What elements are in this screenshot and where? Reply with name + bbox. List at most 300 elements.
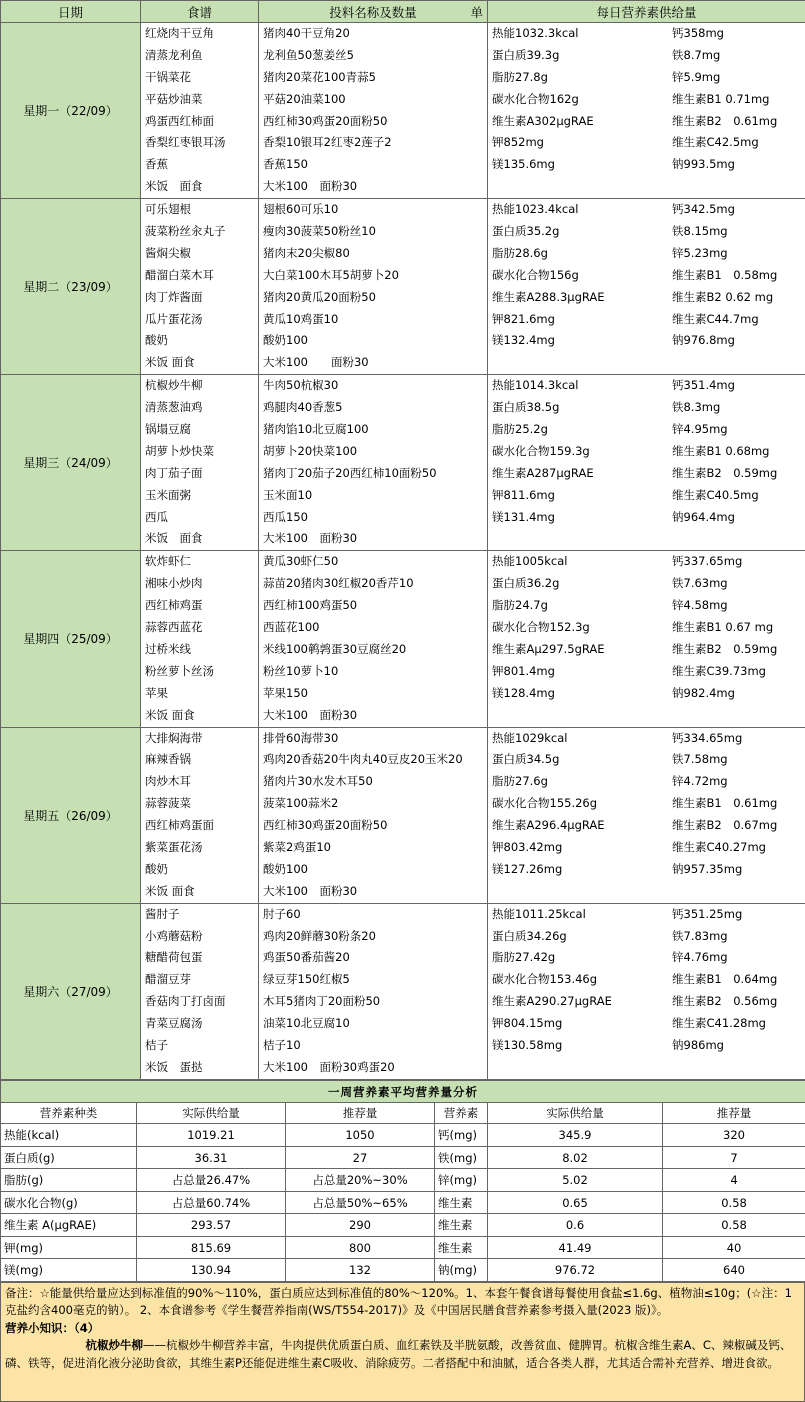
nutrient-item: 维生素B2 0.67mg bbox=[668, 815, 805, 837]
dish-item: 肉丁炸酱面 bbox=[141, 287, 258, 309]
nutrient-row bbox=[488, 67, 805, 89]
nutrient-row bbox=[488, 1035, 805, 1057]
summary-row bbox=[1, 1191, 805, 1214]
nutrient-item: 维生素Aμ297.5gRAE bbox=[488, 639, 668, 661]
nutrient-item: 蛋白质34.5g bbox=[488, 749, 668, 771]
summary-row bbox=[1, 1236, 805, 1259]
dish-item: 米饭 面食 bbox=[141, 705, 258, 727]
nutrient-row bbox=[488, 661, 805, 683]
nutrient-list bbox=[488, 727, 805, 903]
dish-item: 可乐翅根 bbox=[141, 199, 258, 221]
nutrient-list bbox=[488, 23, 805, 199]
nutrient-item: 铁7.58mg bbox=[668, 749, 805, 771]
nutrient-item: 碳水化合物152.3g bbox=[488, 617, 668, 639]
notes-panel bbox=[0, 1282, 805, 1402]
summary-cell: 锌(mg) bbox=[435, 1169, 488, 1192]
nutrient-item: 钙351.25mg bbox=[668, 904, 805, 926]
summary-title-row bbox=[1, 1080, 805, 1103]
nutrient-row bbox=[488, 859, 805, 881]
dish-item: 香菇肉丁打卤面 bbox=[141, 991, 258, 1013]
dish-item: 桔子 bbox=[141, 1035, 258, 1057]
summary-cell: 7 bbox=[663, 1146, 805, 1169]
dish-list bbox=[141, 375, 259, 551]
nutrient-item: 锌4.72mg bbox=[668, 771, 805, 793]
nutrient-item: 热能1014.3kcal bbox=[488, 375, 668, 397]
nutrient-row bbox=[488, 23, 805, 45]
summary-row bbox=[1, 1259, 805, 1282]
summary-body bbox=[1, 1124, 805, 1282]
ingredient-item: 西红柿100鸡蛋50 bbox=[259, 595, 487, 617]
nutrient-item: 蛋白质38.5g bbox=[488, 397, 668, 419]
nutrient-row bbox=[488, 199, 805, 221]
dish-item: 肉丁茄子面 bbox=[141, 463, 258, 485]
summary-cell: 0.58 bbox=[663, 1191, 805, 1214]
dish-list bbox=[141, 23, 259, 199]
nutrient-item: 锌4.95mg bbox=[668, 419, 805, 441]
summary-cell: 132 bbox=[286, 1259, 435, 1282]
nutrient-item: 钾803.42mg bbox=[488, 837, 668, 859]
day-row bbox=[1, 551, 805, 727]
ingredient-item: 胡萝卜20快菜100 bbox=[259, 441, 487, 463]
dish-item: 清蒸葱油鸡 bbox=[141, 397, 258, 419]
ingredient-item: 翅根60可乐10 bbox=[259, 199, 487, 221]
nutrient-item: 维生素B2 0.62 mg bbox=[668, 287, 805, 309]
nutrient-item: 钾852mg bbox=[488, 132, 668, 154]
header-unit: 单 bbox=[470, 3, 483, 21]
nutrient-row bbox=[488, 243, 805, 265]
ingredient-item: 紫菜2鸡蛋10 bbox=[259, 837, 487, 859]
nutrient-item: 镁128.4mg bbox=[488, 683, 668, 705]
nutrient-row bbox=[488, 595, 805, 617]
menu-header-row bbox=[1, 1, 805, 23]
dish-item: 米饭 面食 bbox=[141, 352, 258, 374]
ingredient-item: 大米100 面粉30 bbox=[259, 352, 487, 374]
summary-row bbox=[1, 1169, 805, 1192]
nutrient-item: 钠982.4mg bbox=[668, 683, 805, 705]
nutrient-item: 维生素B2 0.59mg bbox=[668, 463, 805, 485]
nutrient-item: 蛋白质35.2g bbox=[488, 221, 668, 243]
nutrient-item: 钠993.5mg bbox=[668, 154, 805, 176]
nutrient-item: 钙337.65mg bbox=[668, 551, 805, 573]
nutrient-item: 维生素B1 0.61mg bbox=[668, 793, 805, 815]
summary-title: 一周营养素平均营养量分析 bbox=[1, 1080, 805, 1103]
nutrient-item: 维生素B1 0.68mg bbox=[668, 441, 805, 463]
nutrient-row bbox=[488, 330, 805, 352]
nutrient-row bbox=[488, 441, 805, 463]
nutrient-item: 锌5.23mg bbox=[668, 243, 805, 265]
nutrient-item: 钙342.5mg bbox=[668, 199, 805, 221]
ingredient-item: 木耳5猪肉丁20面粉50 bbox=[259, 991, 487, 1013]
ingredient-item: 西红柿30鸡蛋20面粉50 bbox=[259, 815, 487, 837]
nutrient-row bbox=[488, 837, 805, 859]
summary-cell: 320 bbox=[663, 1124, 805, 1147]
summary-cell: 占总量60.74% bbox=[137, 1191, 286, 1214]
ingredient-item: 猪肉馅10北豆腐100 bbox=[259, 419, 487, 441]
nutrient-row bbox=[488, 375, 805, 397]
summary-cell: 976.72 bbox=[488, 1259, 663, 1282]
nutrient-item: 钙334.65mg bbox=[668, 728, 805, 750]
nutrient-row bbox=[488, 287, 805, 309]
nutrient-item: 镁127.26mg bbox=[488, 859, 668, 881]
ingredient-item: 黄瓜10鸡蛋10 bbox=[259, 309, 487, 331]
dish-item: 苹果 bbox=[141, 683, 258, 705]
nutrient-item: 钠957.35mg bbox=[668, 859, 805, 881]
ingredient-item: 香蕉150 bbox=[259, 154, 487, 176]
nutrient-item: 铁8.3mg bbox=[668, 397, 805, 419]
nutrient-item: 维生素B1 0.64mg bbox=[668, 969, 805, 991]
day-row bbox=[1, 903, 805, 1079]
nutrient-item: 碳水化合物153.46g bbox=[488, 969, 668, 991]
nutrient-row bbox=[488, 111, 805, 133]
dish-item: 锅塌豆腐 bbox=[141, 419, 258, 441]
ingredient-item: 粉丝10萝卜10 bbox=[259, 661, 487, 683]
nutrient-item: 铁7.83mg bbox=[668, 926, 805, 948]
summary-header: 营养素 bbox=[435, 1103, 488, 1124]
summary-cell: 800 bbox=[286, 1236, 435, 1259]
nutrient-row bbox=[488, 728, 805, 750]
summary-cell: 镁(mg) bbox=[1, 1259, 137, 1282]
summary-row bbox=[1, 1214, 805, 1237]
nutrient-item: 热能1005kcal bbox=[488, 551, 668, 573]
summary-table bbox=[0, 1080, 805, 1282]
nutrient-item: 钾811.6mg bbox=[488, 485, 668, 507]
summary-row bbox=[1, 1124, 805, 1147]
nutrient-item: 维生素C42.5mg bbox=[668, 132, 805, 154]
nutrient-item: 镁130.58mg bbox=[488, 1035, 668, 1057]
dish-item: 小鸡蘑菇粉 bbox=[141, 926, 258, 948]
nutrient-row bbox=[488, 991, 805, 1013]
ingredient-item: 大米100 面粉30 bbox=[259, 176, 487, 198]
dish-item: 西红柿鸡蛋面 bbox=[141, 815, 258, 837]
dish-item: 玉米面粥 bbox=[141, 485, 258, 507]
dish-item: 紫菜蛋花汤 bbox=[141, 837, 258, 859]
summary-cell: 脂肪(g) bbox=[1, 1169, 137, 1192]
dish-item: 米饭 蛋挞 bbox=[141, 1057, 258, 1079]
nutrient-item: 钾804.15mg bbox=[488, 1013, 668, 1035]
dish-item: 醋溜豆芽 bbox=[141, 969, 258, 991]
ingredient-item: 玉米面10 bbox=[259, 485, 487, 507]
nutrient-list bbox=[488, 199, 805, 375]
nutrient-item: 维生素A296.4μgRAE bbox=[488, 815, 668, 837]
summary-cell: 维生素 bbox=[435, 1236, 488, 1259]
summary-cell: 0.58 bbox=[663, 1214, 805, 1237]
ingredient-item: 猪肉丁20茄子20西红柿10面粉50 bbox=[259, 463, 487, 485]
day-row bbox=[1, 727, 805, 903]
nutrient-item: 维生素B1 0.58mg bbox=[668, 265, 805, 287]
nutrient-item: 脂肪27.42g bbox=[488, 947, 668, 969]
nutrient-row bbox=[488, 221, 805, 243]
summary-cell: 815.69 bbox=[137, 1236, 286, 1259]
nutrient-row bbox=[488, 551, 805, 573]
summary-cell: 130.94 bbox=[137, 1259, 286, 1282]
ingredient-item: 龙利鱼50葱姜丝5 bbox=[259, 45, 487, 67]
ingredient-item: 猪肉20黄瓜20面粉50 bbox=[259, 287, 487, 309]
nutrient-item: 锌4.76mg bbox=[668, 947, 805, 969]
nutrient-item: 镁135.6mg bbox=[488, 154, 668, 176]
dish-item: 干锅菜花 bbox=[141, 67, 258, 89]
day-label: 星期六（27/09） bbox=[1, 903, 141, 1079]
nutrient-item: 维生素A288.3μgRAE bbox=[488, 287, 668, 309]
tip-title: 营养小知识：（4） bbox=[5, 1321, 99, 1335]
ingredient-list bbox=[259, 199, 488, 375]
dish-list bbox=[141, 199, 259, 375]
dish-list bbox=[141, 727, 259, 903]
nutrient-item: 维生素B2 0.59mg bbox=[668, 639, 805, 661]
ingredient-list bbox=[259, 23, 488, 199]
nutrient-row bbox=[488, 683, 805, 705]
ingredient-item: 平菇20油菜100 bbox=[259, 89, 487, 111]
ingredient-item: 西瓜150 bbox=[259, 507, 487, 529]
ingredient-item: 油菜10北豆腐10 bbox=[259, 1013, 487, 1035]
summary-cell: 5.02 bbox=[488, 1169, 663, 1192]
ingredient-item: 大米100 面粉30鸡蛋20 bbox=[259, 1057, 487, 1079]
nutrient-item: 热能1023.4kcal bbox=[488, 199, 668, 221]
dish-item: 平菇炒油菜 bbox=[141, 89, 258, 111]
ingredient-item: 西蓝花100 bbox=[259, 617, 487, 639]
nutrient-list bbox=[488, 903, 805, 1079]
dish-item: 酸奶 bbox=[141, 330, 258, 352]
summary-cell: 钾(mg) bbox=[1, 1236, 137, 1259]
nutrient-item: 热能1032.3kcal bbox=[488, 23, 668, 45]
dish-item: 鸡蛋西红柿面 bbox=[141, 111, 258, 133]
dish-list bbox=[141, 551, 259, 727]
nutrient-item: 碳水化合物156g bbox=[488, 265, 668, 287]
ingredient-item: 大米100 面粉30 bbox=[259, 528, 487, 550]
nutrient-row bbox=[488, 749, 805, 771]
summary-cell: 维生素 bbox=[435, 1214, 488, 1237]
header-recipe: 食谱 bbox=[141, 1, 259, 23]
day-row bbox=[1, 23, 805, 199]
dish-item: 酸奶 bbox=[141, 859, 258, 881]
day-row bbox=[1, 375, 805, 551]
ingredient-item: 猪肉40干豆角20 bbox=[259, 23, 487, 45]
dish-item: 香蕉 bbox=[141, 154, 258, 176]
ingredient-item: 菠菜100蒜米2 bbox=[259, 793, 487, 815]
tip-body: ——杭椒炒牛柳营养丰富，牛肉提供优质蛋白质、血红素铁及半胱氨酸，改善贫血、健脾胃。杭椒含维生素A、C、辣椒碱及钙、磷、铁等，促进消化液分泌助食欲，其维生素P还能促进维生素C吸收、消除疲劳。二者搭配中和油腻，适合各类人群，尤其适合需补充营养、增进食欲。 bbox=[5, 1338, 791, 1370]
ingredient-item: 排骨60海带30 bbox=[259, 728, 487, 750]
nutrient-item: 铁8.15mg bbox=[668, 221, 805, 243]
dish-item: 米饭 面食 bbox=[141, 176, 258, 198]
nutrient-row bbox=[488, 1013, 805, 1035]
summary-row bbox=[1, 1146, 805, 1169]
nutrient-row bbox=[488, 397, 805, 419]
day-label: 星期三（24/09） bbox=[1, 375, 141, 551]
nutrient-row bbox=[488, 419, 805, 441]
summary-cell: 占总量50%~65% bbox=[286, 1191, 435, 1214]
summary-cell: 345.9 bbox=[488, 1124, 663, 1147]
nutrient-item: 维生素B2 0.61mg bbox=[668, 111, 805, 133]
dish-item: 青菜豆腐汤 bbox=[141, 1013, 258, 1035]
nutrient-item: 脂肪27.6g bbox=[488, 771, 668, 793]
nutrient-row bbox=[488, 639, 805, 661]
dish-item: 西瓜 bbox=[141, 507, 258, 529]
ingredient-item: 桔子10 bbox=[259, 1035, 487, 1057]
dish-item: 清蒸龙利鱼 bbox=[141, 45, 258, 67]
ingredient-item: 肘子60 bbox=[259, 904, 487, 926]
nutrient-item: 钙351.4mg bbox=[668, 375, 805, 397]
ingredient-item: 鸡肉20鲜蘑30粉条20 bbox=[259, 926, 487, 948]
summary-header-row bbox=[1, 1103, 805, 1124]
dish-item: 杭椒炒牛柳 bbox=[141, 375, 258, 397]
nutrient-row bbox=[488, 926, 805, 948]
nutrient-row bbox=[488, 132, 805, 154]
nutrient-row bbox=[488, 45, 805, 67]
ingredient-list bbox=[259, 375, 488, 551]
header-date: 日期 bbox=[1, 1, 141, 23]
ingredient-item: 蒜苗20猪肉30红椒20香芹10 bbox=[259, 573, 487, 595]
nutrient-item: 锌5.9mg bbox=[668, 67, 805, 89]
nutrient-row bbox=[488, 947, 805, 969]
summary-cell: 铁(mg) bbox=[435, 1146, 488, 1169]
ingredient-item: 米线100鹌鹑蛋30豆腐丝20 bbox=[259, 639, 487, 661]
summary-cell: 0.6 bbox=[488, 1214, 663, 1237]
nutrient-item: 维生素C39.73mg bbox=[668, 661, 805, 683]
dish-item: 米饭 面食 bbox=[141, 528, 258, 550]
summary-cell: 8.02 bbox=[488, 1146, 663, 1169]
ingredient-item: 黄瓜30虾仁50 bbox=[259, 551, 487, 573]
nutrient-item: 维生素C44.7mg bbox=[668, 309, 805, 331]
dish-item: 软炸虾仁 bbox=[141, 551, 258, 573]
dish-item: 醋溜白菜木耳 bbox=[141, 265, 258, 287]
dish-item: 酱焖尖椒 bbox=[141, 243, 258, 265]
nutrient-item: 蛋白质39.3g bbox=[488, 45, 668, 67]
nutrient-item: 维生素C41.28mg bbox=[668, 1013, 805, 1035]
summary-cell: 290 bbox=[286, 1214, 435, 1237]
nutrient-row bbox=[488, 793, 805, 815]
summary-cell: 293.57 bbox=[137, 1214, 286, 1237]
ingredient-item: 大白菜100木耳5胡萝卜20 bbox=[259, 265, 487, 287]
dish-item: 麻辣香锅 bbox=[141, 749, 258, 771]
summary-cell: 1050 bbox=[286, 1124, 435, 1147]
nutrient-item: 铁8.7mg bbox=[668, 45, 805, 67]
ingredient-item: 猪肉20菜花100青蒜5 bbox=[259, 67, 487, 89]
dish-item: 大排焖海带 bbox=[141, 728, 258, 750]
ingredient-list bbox=[259, 551, 488, 727]
ingredient-item: 猪肉末20尖椒80 bbox=[259, 243, 487, 265]
header-ingredients bbox=[259, 1, 488, 23]
nutrient-item: 维生素A290.27μgRAE bbox=[488, 991, 668, 1013]
nutrient-item: 维生素B1 0.71mg bbox=[668, 89, 805, 111]
nutrient-item: 脂肪25.2g bbox=[488, 419, 668, 441]
nutrient-item: 钾821.6mg bbox=[488, 309, 668, 331]
dish-item: 瓜片蛋花汤 bbox=[141, 309, 258, 331]
nutrient-item: 蛋白质36.2g bbox=[488, 573, 668, 595]
day-label: 星期一（22/09） bbox=[1, 23, 141, 199]
ingredient-item: 香梨10银耳2红枣2莲子2 bbox=[259, 132, 487, 154]
dish-item: 红烧肉干豆角 bbox=[141, 23, 258, 45]
ingredient-item: 猪肉片30水发木耳50 bbox=[259, 771, 487, 793]
nutrient-item: 维生素A287μgRAE bbox=[488, 463, 668, 485]
summary-cell: 36.31 bbox=[137, 1146, 286, 1169]
dish-item: 米饭 面食 bbox=[141, 881, 258, 903]
nutrient-item: 脂肪27.8g bbox=[488, 67, 668, 89]
summary-cell: 640 bbox=[663, 1259, 805, 1282]
nutrient-item: 锌4.58mg bbox=[668, 595, 805, 617]
nutrient-row bbox=[488, 89, 805, 111]
summary-cell: 蛋白质(g) bbox=[1, 1146, 137, 1169]
ingredient-item: 大米100 面粉30 bbox=[259, 705, 487, 727]
dish-item: 香梨红枣银耳汤 bbox=[141, 132, 258, 154]
nutrient-row bbox=[488, 904, 805, 926]
header-ingredients-label: 投料名称及数量 bbox=[329, 5, 417, 20]
nutrient-item: 钠976.8mg bbox=[668, 330, 805, 352]
ingredient-item: 西红柿30鸡蛋20面粉50 bbox=[259, 111, 487, 133]
summary-cell: 占总量20%~30% bbox=[286, 1169, 435, 1192]
nutrient-item: 碳水化合物162g bbox=[488, 89, 668, 111]
nutrient-row bbox=[488, 573, 805, 595]
ingredient-item: 瘦肉30菠菜50粉丝10 bbox=[259, 221, 487, 243]
dish-list bbox=[141, 903, 259, 1079]
summary-cell: 27 bbox=[286, 1146, 435, 1169]
dish-item: 湘味小炒肉 bbox=[141, 573, 258, 595]
nutrient-item: 维生素B2 0.56mg bbox=[668, 991, 805, 1013]
nutrient-row bbox=[488, 463, 805, 485]
nutrient-item: 脂肪28.6g bbox=[488, 243, 668, 265]
summary-cell: 占总量26.47% bbox=[137, 1169, 286, 1192]
nutrient-item: 镁131.4mg bbox=[488, 507, 668, 529]
nutrient-row bbox=[488, 969, 805, 991]
ingredient-item: 鸡肉20香菇20牛肉丸40豆皮20玉米20 bbox=[259, 749, 487, 771]
summary-cell: 4 bbox=[663, 1169, 805, 1192]
nutrient-row bbox=[488, 154, 805, 176]
summary-cell: 41.49 bbox=[488, 1236, 663, 1259]
header-nutrients: 每日营养素供给量 bbox=[488, 1, 805, 23]
dish-item: 菠菜粉丝汆丸子 bbox=[141, 221, 258, 243]
tip-dish-name: 杭椒炒牛柳 bbox=[86, 1338, 144, 1352]
ingredient-item: 鸡蛋50番茄酱20 bbox=[259, 947, 487, 969]
nutrient-item: 铁7.63mg bbox=[668, 573, 805, 595]
ingredient-list bbox=[259, 727, 488, 903]
nutrient-row bbox=[488, 265, 805, 287]
ingredient-item: 鸡腿肉40香葱5 bbox=[259, 397, 487, 419]
nutrient-row bbox=[488, 771, 805, 793]
ingredient-item: 牛肉50杭椒30 bbox=[259, 375, 487, 397]
nutrient-item: 热能1029kcal bbox=[488, 728, 668, 750]
nutrient-row bbox=[488, 815, 805, 837]
summary-header: 实际供给量 bbox=[137, 1103, 286, 1124]
nutrient-item: 维生素B1 0.67 mg bbox=[668, 617, 805, 639]
dish-item: 肉炒木耳 bbox=[141, 771, 258, 793]
ingredient-list bbox=[259, 903, 488, 1079]
day-label: 星期五（26/09） bbox=[1, 727, 141, 903]
nutrient-row bbox=[488, 617, 805, 639]
dish-item: 西红柿鸡蛋 bbox=[141, 595, 258, 617]
nutrient-list bbox=[488, 375, 805, 551]
summary-cell: 1019.21 bbox=[137, 1124, 286, 1147]
nutrient-item: 碳水化合物155.26g bbox=[488, 793, 668, 815]
nutrient-item: 钾801.4mg bbox=[488, 661, 668, 683]
summary-cell: 碳水化合物(g) bbox=[1, 1191, 137, 1214]
nutrient-item: 蛋白质34.26g bbox=[488, 926, 668, 948]
summary-cell: 维生素 bbox=[435, 1191, 488, 1214]
summary-header: 实际供给量 bbox=[488, 1103, 663, 1124]
nutrient-item: 镁132.4mg bbox=[488, 330, 668, 352]
dish-item: 蒜蓉西蓝花 bbox=[141, 617, 258, 639]
summary-header: 推荐量 bbox=[286, 1103, 435, 1124]
nutrient-item: 维生素C40.5mg bbox=[668, 485, 805, 507]
nutrient-row bbox=[488, 309, 805, 331]
summary-header: 营养素种类 bbox=[1, 1103, 137, 1124]
summary-cell: 钠(mg) bbox=[435, 1259, 488, 1282]
summary-cell: 40 bbox=[663, 1236, 805, 1259]
day-label: 星期二（23/09） bbox=[1, 199, 141, 375]
nutrient-row bbox=[488, 507, 805, 529]
summary-cell: 维生素 A(μgRAE) bbox=[1, 1214, 137, 1237]
nutrient-list bbox=[488, 551, 805, 727]
nutrient-item: 钠964.4mg bbox=[668, 507, 805, 529]
ingredient-item: 酸奶100 bbox=[259, 859, 487, 881]
nutrient-row bbox=[488, 485, 805, 507]
